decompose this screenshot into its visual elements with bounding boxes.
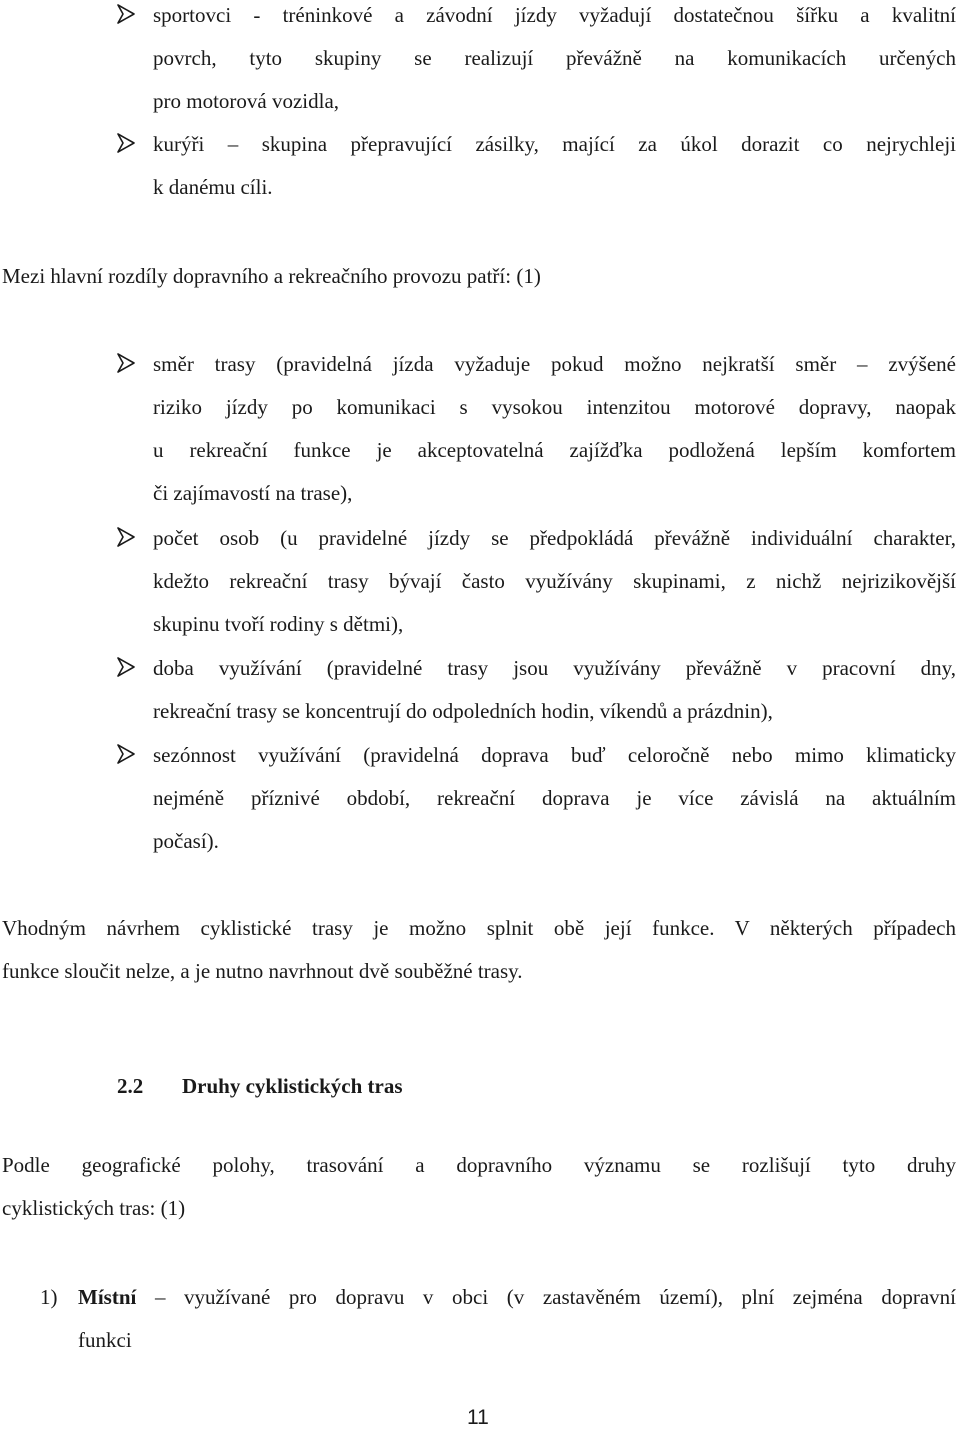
bullet-text-line: riziko jízdy po komunikaci s vysokou intenzitou motorové dopravy, naopak [153,395,956,419]
numbered-item-text: – využívané pro dopravu v obci (v zastavěném území), plní zejména dopravní [136,1285,956,1309]
numbered-item-number: 1) [40,1285,58,1309]
bullet-text-line: pro motorová vozidla, [153,89,340,113]
paragraph-design-line: funkce sloučit nelze, a je nutno navrhnout dvě souběžné trasy. [2,959,523,983]
bullet-text-line: kdežto rekreační trasy bývají často využívány skupinami, z nichž nejrizikovější [153,569,956,593]
bullet-text-line: sezónnost využívání (pravidelná doprava buď celoročně nebo mimo klimaticky [153,743,956,767]
arrowhead-bullet-icon [117,744,135,764]
bullet-text-line: či zajímavostí na trase), [153,481,353,505]
section-number: 2.2 [117,1074,144,1098]
bullet-text-line: směr trasy (pravidelná jízda vyžaduje pokud možno nejkratší směr – zvýšené [153,352,956,376]
paragraph-types-line: cyklistických tras: (1) [2,1196,186,1220]
arrowhead-bullet-icon [117,353,135,373]
arrowhead-bullet-icon [117,133,135,153]
bullet-text-line: nejméně příznivé období, rekreační doprava je více závislá na aktuálním [153,786,956,810]
bullet-text-line: k danému cíli. [153,175,273,199]
section-title: Druhy cyklistických tras [182,1074,403,1098]
paragraph-differences: Mezi hlavní rozdíly dopravního a rekreačního provozu patří: (1) [2,264,541,288]
bullet-text-line: rekreační trasy se koncentrují do odpoledních hodin, víkendů a prázdnin), [153,699,773,723]
bullet-text-line: povrch, tyto skupiny se realizují převážně na komunikacích určených [153,46,956,70]
paragraph-design-line: Vhodným návrhem cyklistické trasy je možno splnit obě její funkce. V některých případech [2,916,956,940]
bullet-text-line: počet osob (u pravidelné jízdy se předpokládá převážně individuální charakter, [153,526,956,550]
numbered-item-line [78,1284,956,1310]
bullet-text-line: kurýři – skupina přepravující zásilky, mající za úkol dorazit co nejrychleji [153,132,956,156]
bullet-text-line: skupinu tvoří rodiny s dětmi), [153,612,404,636]
arrowhead-bullet-icon [117,657,135,677]
bullet-text-line: počasí). [153,829,219,853]
bullet-text-line: sportovci - tréninkové a závodní jízdy vyžadují dostatečnou šířku a kvalitní [153,3,956,27]
bullet-text-line: u rekreační funkce je akceptovatelná zajížďka podložená lepším komfortem [153,438,956,462]
numbered-item-term: Místní [78,1285,137,1309]
paragraph-types-line: Podle geografické polohy, trasování a dopravního významu se rozlišují tyto druhy [2,1153,956,1177]
bullet-text-line: doba využívání (pravidelné trasy jsou využívány převážně v pracovní dny, [153,656,956,680]
arrowhead-bullet-icon [117,527,135,547]
arrowhead-bullet-icon [117,4,135,24]
page-number: 11 [467,1406,489,1429]
numbered-item-line: funkci [78,1328,132,1352]
